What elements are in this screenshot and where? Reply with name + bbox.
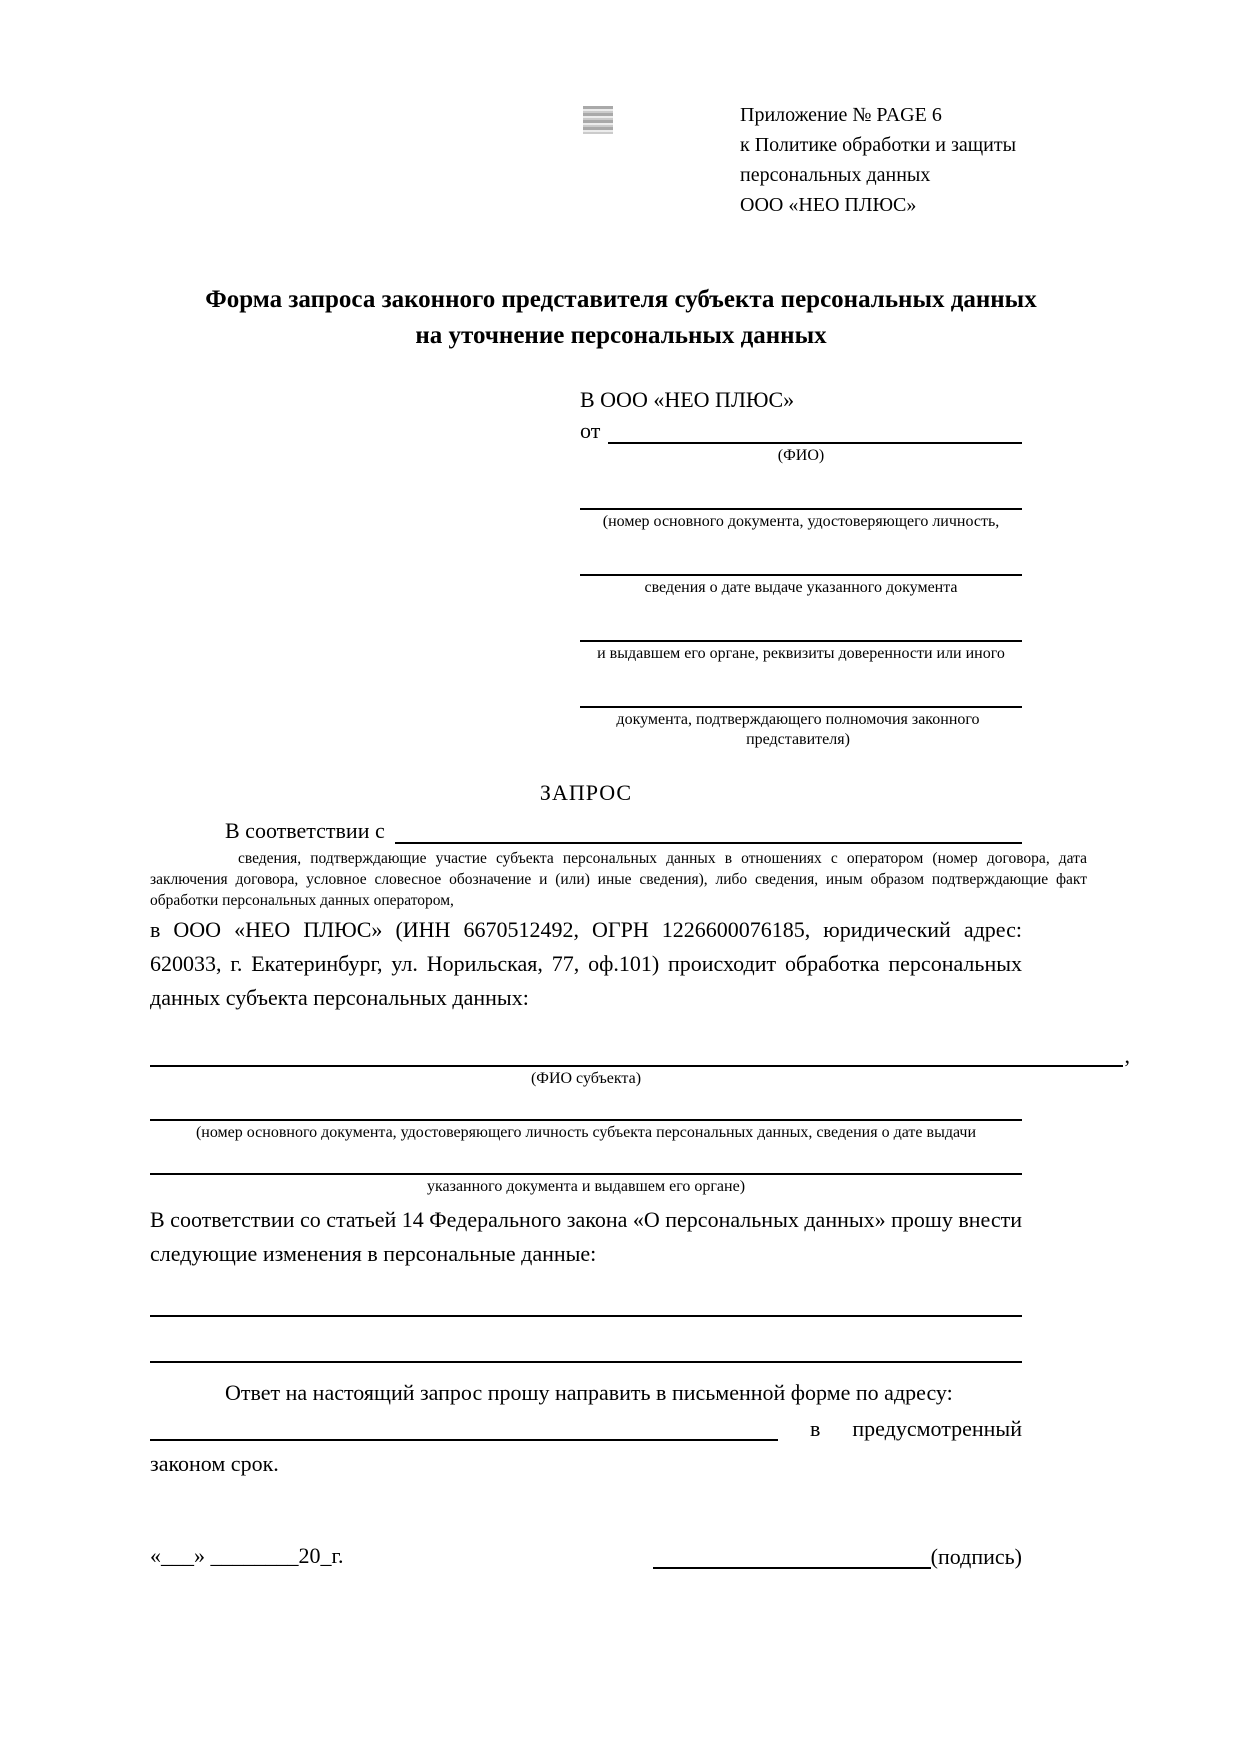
subject-name-blank-field — [150, 1039, 1123, 1067]
caption-authority-doc: документа, подтверждающего полномочия законного представителя) — [616, 711, 980, 748]
article-14-paragraph: В соответствии со статьей 14 Федерального закона «О персональных данных» прошу внести следующие изменения в персональные данные: — [150, 1207, 1022, 1266]
changes-blank-field-2 — [150, 1317, 1022, 1363]
form-title-line-1: Форма запроса законного представителя субъекта персональных данных — [205, 286, 1037, 313]
caption-fio: (ФИО) — [777, 447, 825, 464]
subject-doc-issuer-blank-field — [150, 1143, 1022, 1175]
caption-subject-fio: (ФИО субъекта) — [530, 1070, 642, 1087]
from-label: от — [580, 418, 601, 443]
form-title-line-2: на уточнение персональных данных — [415, 322, 827, 349]
addressee-to: В ООО «НЕО ПЛЮС» — [580, 387, 795, 412]
request-heading: ЗАПРОС — [539, 780, 633, 805]
from-line — [580, 418, 1022, 444]
date-line: «___» ________20_г. — [150, 1543, 344, 1568]
intro-label: В соответствии с — [225, 818, 385, 843]
issue-date-blank-field — [580, 540, 1022, 576]
fine-print-note: сведения, подтверждающие участие субъекта персональных данных в отношениях с оператором (номер договора, дата заключения договора, условное словесное обозначение и (или) иные сведения), либо сведения, иным образом подтверждающие факт обработки персональных данных оператором, — [150, 850, 1087, 909]
appendix-block — [740, 100, 1080, 220]
signature-row — [150, 1543, 1022, 1569]
caption-doc-number: (номер основного документа, удостоверяющего личность, — [602, 513, 1000, 530]
form-title — [150, 282, 1092, 354]
from-blank-field — [608, 418, 1022, 444]
changes-blank-field-1 — [150, 1271, 1022, 1317]
authority-doc-blank-field — [580, 672, 1022, 708]
caption-subject-doc: (номер основного документа, удостоверяющего личность субъекта персональных данных, сведения о дате выдачи — [195, 1124, 977, 1141]
reply-address-blank-field — [150, 1415, 778, 1441]
appendix-line: персональных данных — [740, 164, 931, 186]
operator-paragraph: в ООО «НЕО ПЛЮС» (ИНН 6670512492, ОГРН 1226600076185, юридический адрес: 620033, г. Екатеринбург, ул. Норильская, 77, оф.101) происходит обработка персональных данных субъекта персональных данных: — [150, 917, 1022, 1010]
blurred-mark-icon — [583, 106, 613, 134]
caption-issue-date: сведения о дате выдаче указанного документа — [644, 579, 958, 596]
appendix-line: Приложение № PAGE 6 — [740, 104, 942, 126]
subject-name-row — [150, 1039, 1130, 1067]
appendix-line: к Политике обработки и защиты — [740, 134, 1017, 156]
signature-blank-field — [653, 1543, 931, 1569]
addressee-block — [580, 386, 1022, 750]
document-number-blank-field — [580, 474, 1022, 510]
subject-doc-blank-field — [150, 1089, 1022, 1121]
intro-line — [150, 818, 1022, 844]
reply-tail: законом срок. — [150, 1451, 279, 1476]
appendix-line: ООО «НЕО ПЛЮС» — [740, 194, 917, 216]
intro-blank-field — [395, 818, 1022, 844]
subject-name-comma: , — [1124, 1043, 1130, 1068]
caption-issuing-authority: и выдавшем его органе, реквизиты доверенности или иного — [597, 645, 1005, 662]
reply-address-line — [150, 1415, 1022, 1441]
reply-paragraph: Ответ на настоящий запрос прошу направить в письменной форме по адресу: — [225, 1380, 953, 1405]
reply-word-v: в — [810, 1416, 821, 1441]
caption-subject-doc-issuer: указанного документа и выдавшем его органе) — [426, 1178, 746, 1195]
reply-word-term: предусмотренный — [852, 1416, 1022, 1441]
signature-caption: (подпись) — [930, 1544, 1022, 1569]
issuing-authority-blank-field — [580, 606, 1022, 642]
signature-area — [653, 1543, 1022, 1569]
